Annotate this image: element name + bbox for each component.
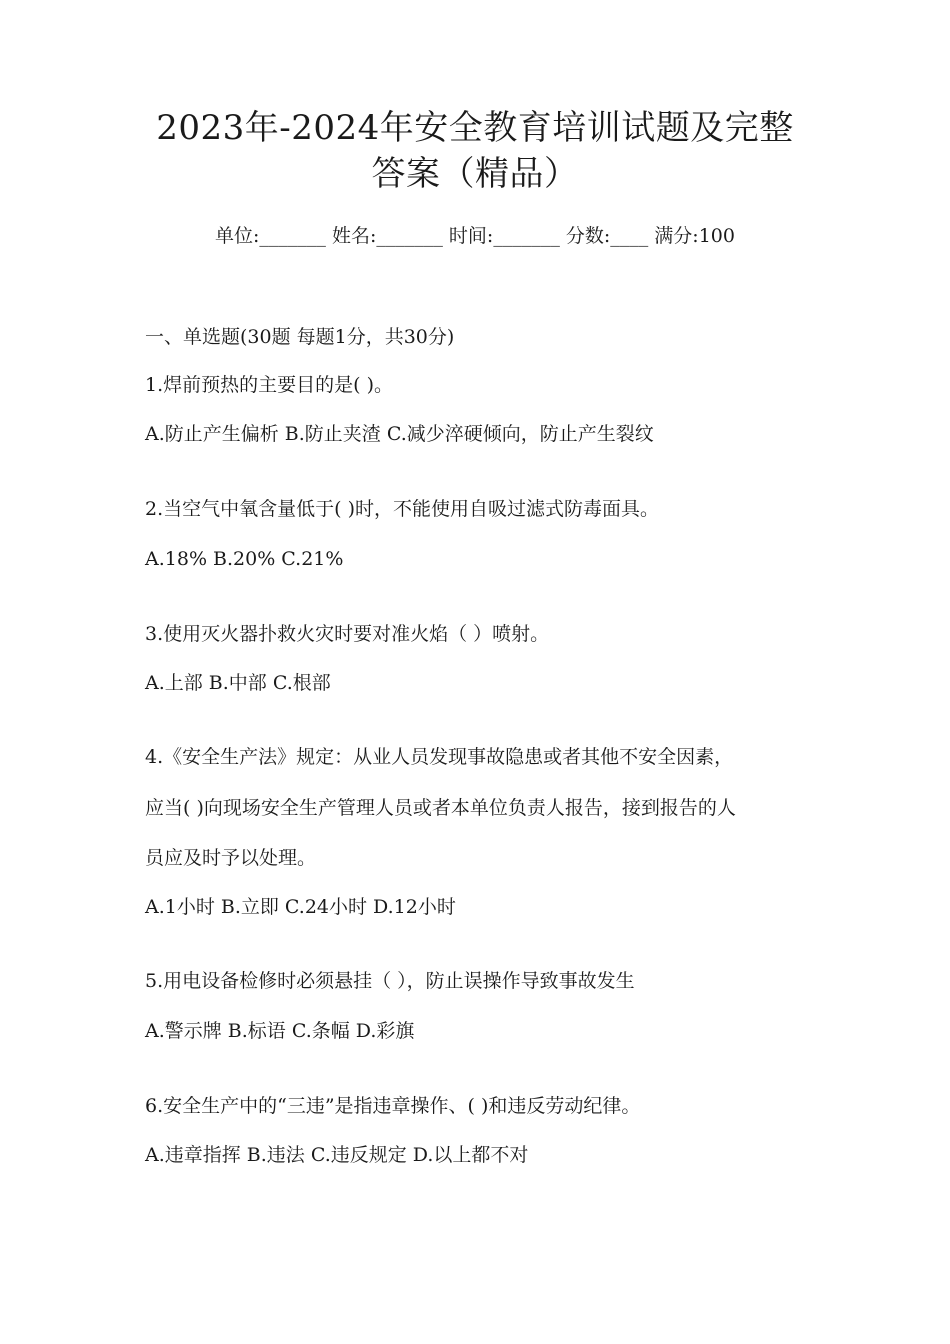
header-fields: 单位:_______ 姓名:_______ 时间:_______ 分数:____ 满分:100: [215, 225, 735, 247]
question-5-options: A.警示牌 B.标语 C.条幅 D.彩旗: [145, 1020, 415, 1042]
question-6-stem: 6.安全生产中的“三违”是指违章操作、( )和违反劳动纪律。: [145, 1095, 641, 1117]
question-4-stem-line-1: 4.《安全生产法》规定：从业人员发现事故隐患或者其他不安全因素，: [145, 746, 734, 768]
question-2-stem: 2.当空气中氧含量低于( )时，不能使用自吸过滤式防毒面具。: [145, 498, 659, 520]
question-5-stem: 5.用电设备检修时必须悬挂（ ），防止误操作导致事故发生: [145, 970, 635, 992]
question-1-options: A.防止产生偏析 B.防止夹渣 C.减少淬硬倾向，防止产生裂纹: [145, 423, 654, 445]
document-title-line-1: 2023年-2024年安全教育培训试题及完整: [156, 108, 794, 148]
question-6-options: A.违章指挥 B.违法 C.违反规定 D.以上都不对: [145, 1144, 529, 1166]
section-heading: 一、单选题(30题 每题1分，共30分): [145, 326, 455, 348]
question-4-options: A.1小时 B.立即 C.24小时 D.12小时: [145, 896, 456, 918]
question-4-stem-line-3: 员应及时予以处理。: [145, 847, 317, 869]
question-3-stem: 3.使用灭火器扑救火灾时要对准火焰（ ）喷射。: [145, 623, 550, 645]
question-4-stem-line-2: 应当( )向现场安全生产管理人员或者本单位负责人报告，接到报告的人: [145, 797, 736, 819]
question-2-options: A.18% B.20% C.21%: [145, 548, 344, 570]
question-3-options: A.上部 B.中部 C.根部: [145, 672, 331, 694]
question-1-stem: 1.焊前预热的主要目的是( )。: [145, 374, 393, 396]
document-title-line-2: 答案（精品）: [371, 154, 579, 194]
